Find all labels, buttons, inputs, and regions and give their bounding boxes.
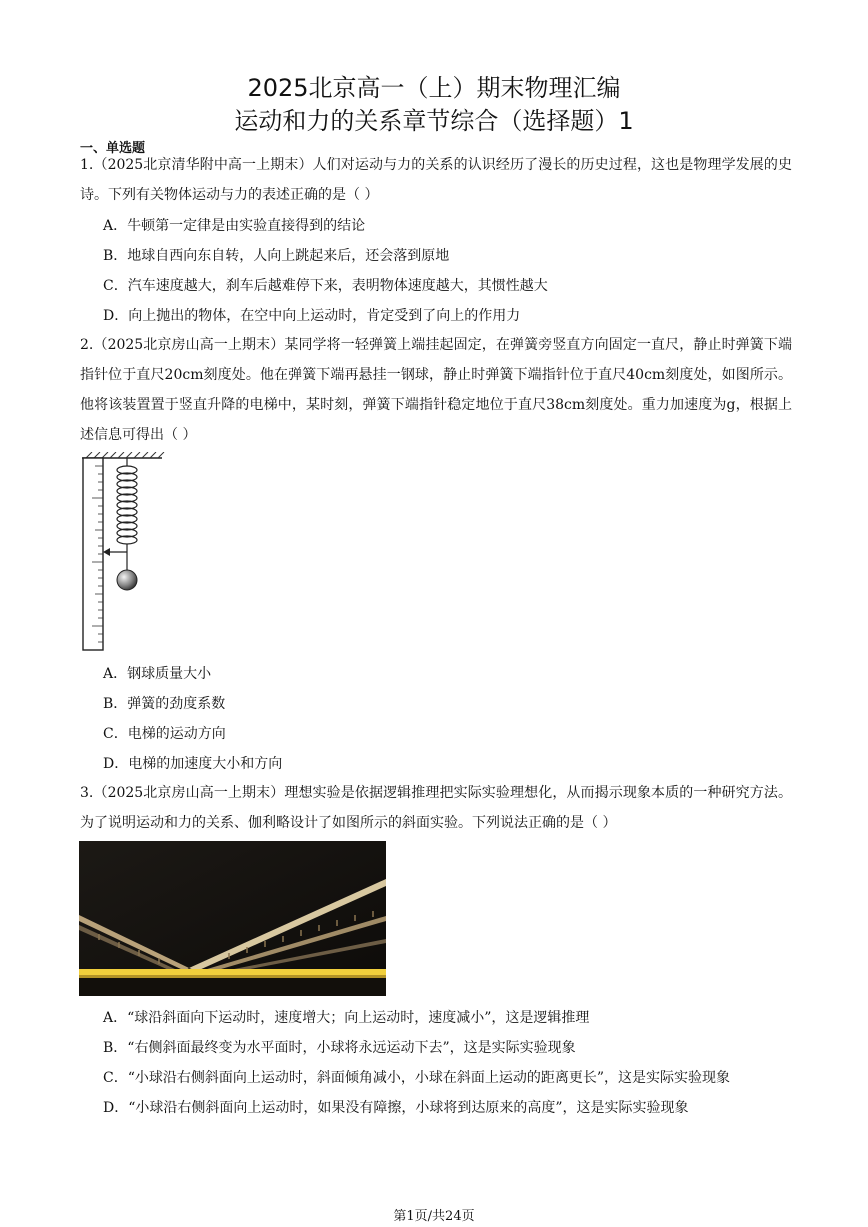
question-3-option-d: D．“小球沿右侧斜面向上运动时，如果没有障擦，小球将到达原来的高度”，这是实际实验现象 bbox=[103, 1100, 689, 1116]
question-3-option-b: B．“右侧斜面最终变为水平面时，小球将永远运动下去”，这是实际实验现象 bbox=[103, 1040, 576, 1056]
document-title: 2025北京高一（上）期末物理汇编 bbox=[247, 74, 621, 102]
question-2-option-a: A．钢球质量大小 bbox=[103, 666, 212, 682]
question-1-stem: 1.（2025北京清华附中高一上期末）人们对运动与力的关系的认识经历了漫长的历史过程，这也是物理学发展的史诗。下列有关物体运动与力的表述正确的是（ ） bbox=[80, 157, 792, 203]
question-1-option-b: B．地球自西向东自转，人向上跳起来后，还会落到原地 bbox=[103, 248, 450, 264]
question-1-option-c: C．汽车速度越大，刹车后越难停下来，表明物体速度越大，其惯性越大 bbox=[103, 278, 548, 294]
question-2-option-b: B．弹簧的劲度系数 bbox=[103, 696, 226, 712]
question-3-option-a: A．“球沿斜面向下运动时，速度增大；向上运动时，速度减小”，这是逻辑推理 bbox=[103, 1010, 590, 1026]
spring-ruler-figure bbox=[80, 452, 170, 652]
question-2-option-c: C．电梯的运动方向 bbox=[103, 726, 226, 742]
galileo-incline-photo bbox=[79, 841, 386, 996]
question-1-option-a: A．牛顿第一定律是由实验直接得到的结论 bbox=[103, 218, 366, 234]
question-2-option-d: D．电梯的加速度大小和方向 bbox=[103, 756, 283, 772]
page-footer: 第1页/共24页 bbox=[393, 1209, 475, 1224]
document-subtitle: 运动和力的关系章节综合（选择题）1 bbox=[234, 107, 634, 135]
question-2-stem: 2.（2025北京房山高一上期末）某同学将一轻弹簧上端挂起固定，在弹簧旁竖直方向固定一直尺，静止时弹簧下端指针位于直尺20cm刻度处。他在弹簧下端再悬挂一钢球，静止时弹簧下端指针位于直尺40cm刻度处，如图所示。他将该装置置于竖直升降的电梯中，某时刻，弹簧下端指针稳定地位于直尺38cm刻度处。重力加速度为g，根据上述信息可得出（ ） bbox=[80, 337, 792, 443]
question-3-option-c: C．“小球沿右侧斜面向上运动时，斜面倾角减小，小球在斜面上运动的距离更长”，这是实际实验现象 bbox=[103, 1070, 731, 1086]
question-3-stem: 3.（2025北京房山高一上期末）理想实验是依据逻辑推理把实际实验理想化，从而揭示现象本质的一种研究方法。为了说明运动和力的关系、伽利略设计了如图所示的斜面实验。下列说法正确的是（ ） bbox=[80, 785, 792, 831]
question-1-option-d: D．向上抛出的物体，在空中向上运动时，肯定受到了向上的作用力 bbox=[103, 308, 521, 324]
section-heading: 一、单选题 bbox=[80, 141, 146, 156]
